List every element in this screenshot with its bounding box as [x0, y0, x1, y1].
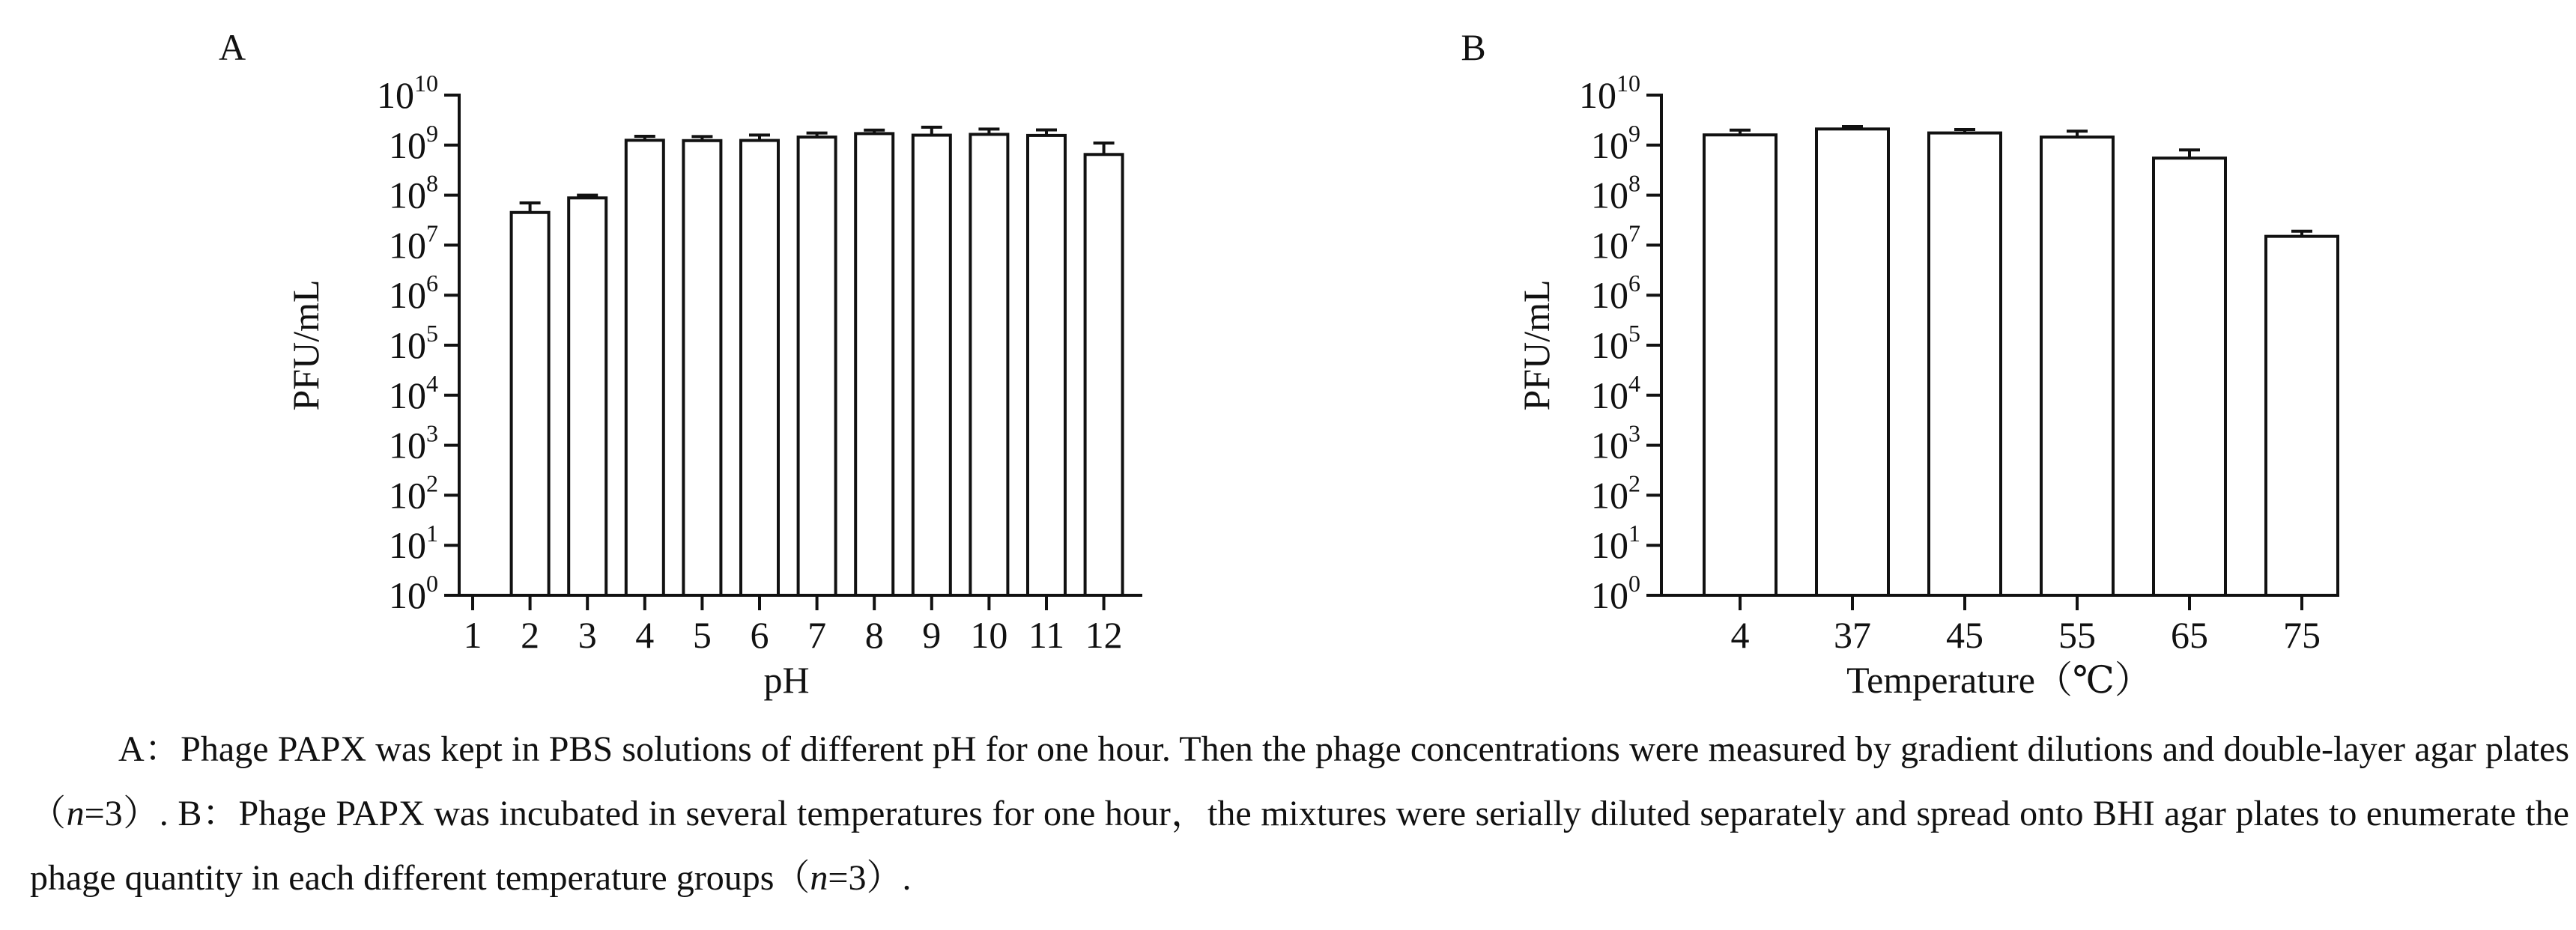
chart-b-bar [2266, 237, 2338, 595]
chart-a-bar [1028, 136, 1065, 595]
chart-b-x-tick-label: 65 [2171, 614, 2208, 656]
chart-a-x-tick-label: 7 [807, 614, 827, 656]
chart-a-bar [798, 137, 836, 595]
chart-b-x-tick-label: 37 [1834, 614, 1871, 656]
chart-a-y-tick-label: $10^3$ [389, 419, 438, 466]
chart-b-y-tick-label: $10^{10}$ [1579, 70, 1640, 116]
caption-part-3: =3）. [828, 858, 912, 898]
chart-a-y-tick-label: $10^5$ [389, 320, 438, 366]
chart-b-bar [1816, 129, 1888, 595]
chart-b-y-axis-title: PFU/mL [1515, 279, 1557, 411]
chart-b-x-tick-label: 45 [1946, 614, 1983, 656]
chart-b-y-tick-label: $10^7$ [1591, 219, 1640, 267]
chart-a-x-axis-title: pH [763, 659, 810, 701]
chart-a-y-tick-label: $10^4$ [389, 369, 438, 416]
caption-part-1: A：Phage PAPX was kept in PBS solutions of different pH for one hour. Then the phage concentrations were measured by gradient dilutions and double-layer agar plates（ [30, 729, 2569, 833]
chart-b-y-tick-label: $10^2$ [1591, 469, 1640, 517]
chart-a-x-tick-label: 2 [521, 614, 540, 656]
chart-b-y-tick-label: $10^4$ [1591, 369, 1640, 416]
chart-a-x-tick-label: 11 [1028, 614, 1065, 656]
chart-a-y-tick-label: $10^8$ [389, 169, 438, 216]
chart-b-bar [1704, 135, 1776, 595]
chart-b-y-tick-label: $10^6$ [1591, 270, 1640, 317]
chart-panel-b [1288, 0, 2575, 711]
chart-a-panel-label: A [218, 26, 246, 68]
chart-a-x-tick-label: 5 [692, 614, 712, 656]
chart-a-y-tick-label: $10^2$ [389, 469, 438, 517]
caption-n-symbol-2: n [810, 858, 828, 898]
chart-a-bar [970, 134, 1007, 595]
chart-a-x-tick-label: 6 [750, 614, 769, 656]
chart-a-bar [741, 141, 778, 595]
chart-b-bar [2154, 158, 2225, 595]
chart-a-bar [512, 213, 549, 595]
chart-a-bar [569, 198, 606, 595]
chart-b-x-axis-title: Temperature（℃） [1846, 659, 2152, 701]
figure-caption [30, 717, 2569, 911]
chart-b-bar [1929, 133, 2001, 595]
chart-b-x-tick-label: 4 [1730, 614, 1750, 656]
chart-a-y-tick-label: $10^7$ [389, 219, 438, 267]
chart-a-bar [913, 136, 951, 595]
chart-a-x-tick-label: 12 [1085, 614, 1123, 656]
chart-a-bar [683, 141, 721, 595]
chart-a-y-tick-label: $10^6$ [389, 270, 438, 317]
chart-a-x-tick-label: 10 [970, 614, 1008, 656]
chart-b-y-tick-label: $10^3$ [1591, 419, 1640, 466]
chart-b-bar [2041, 137, 2113, 595]
chart-a-x-tick-label: 4 [635, 614, 655, 656]
chart-a-x-tick-label: 8 [864, 614, 884, 656]
chart-a-y-tick-label: $10^{10}$ [377, 70, 438, 116]
chart-a-bar [1085, 154, 1123, 595]
chart-b-y-tick-label: $10^5$ [1591, 320, 1640, 366]
chart-a-bar [626, 140, 664, 595]
chart-a-y-tick-label: $10^0$ [389, 570, 438, 616]
caption-n-symbol-1: n [66, 794, 85, 833]
caption-part-2: =3）. B：Phage PAPX was incubated in several temperatures for one hour，the mixtures were serially diluted separately and spread onto BHI agar plates to enumerate the phage quantity in each different temperature groups（ [30, 794, 2569, 898]
chart-b-y-tick-label: $10^8$ [1591, 169, 1640, 216]
caption-paragraph [30, 717, 2569, 911]
chart-a-bar [855, 133, 893, 595]
chart-b-y-tick-label: $10^1$ [1591, 520, 1640, 567]
chart-a-y-axis-title: PFU/mL [285, 279, 327, 411]
chart-b-y-tick-label: $10^9$ [1591, 119, 1640, 166]
chart-b-y-tick-label: $10^0$ [1591, 570, 1640, 616]
chart-b-x-tick-label: 75 [2283, 614, 2321, 656]
chart-b-panel-label: B [1461, 26, 1486, 68]
chart-a-x-tick-label: 9 [922, 614, 942, 656]
chart-a-y-tick-label: $10^1$ [389, 520, 438, 567]
chart-a-x-tick-label: 1 [463, 614, 482, 656]
chart-a-x-tick-label: 3 [578, 614, 597, 656]
chart-b-x-tick-label: 55 [2058, 614, 2096, 656]
chart-a-y-tick-label: $10^9$ [389, 119, 438, 166]
chart-panel-a [0, 0, 1288, 711]
